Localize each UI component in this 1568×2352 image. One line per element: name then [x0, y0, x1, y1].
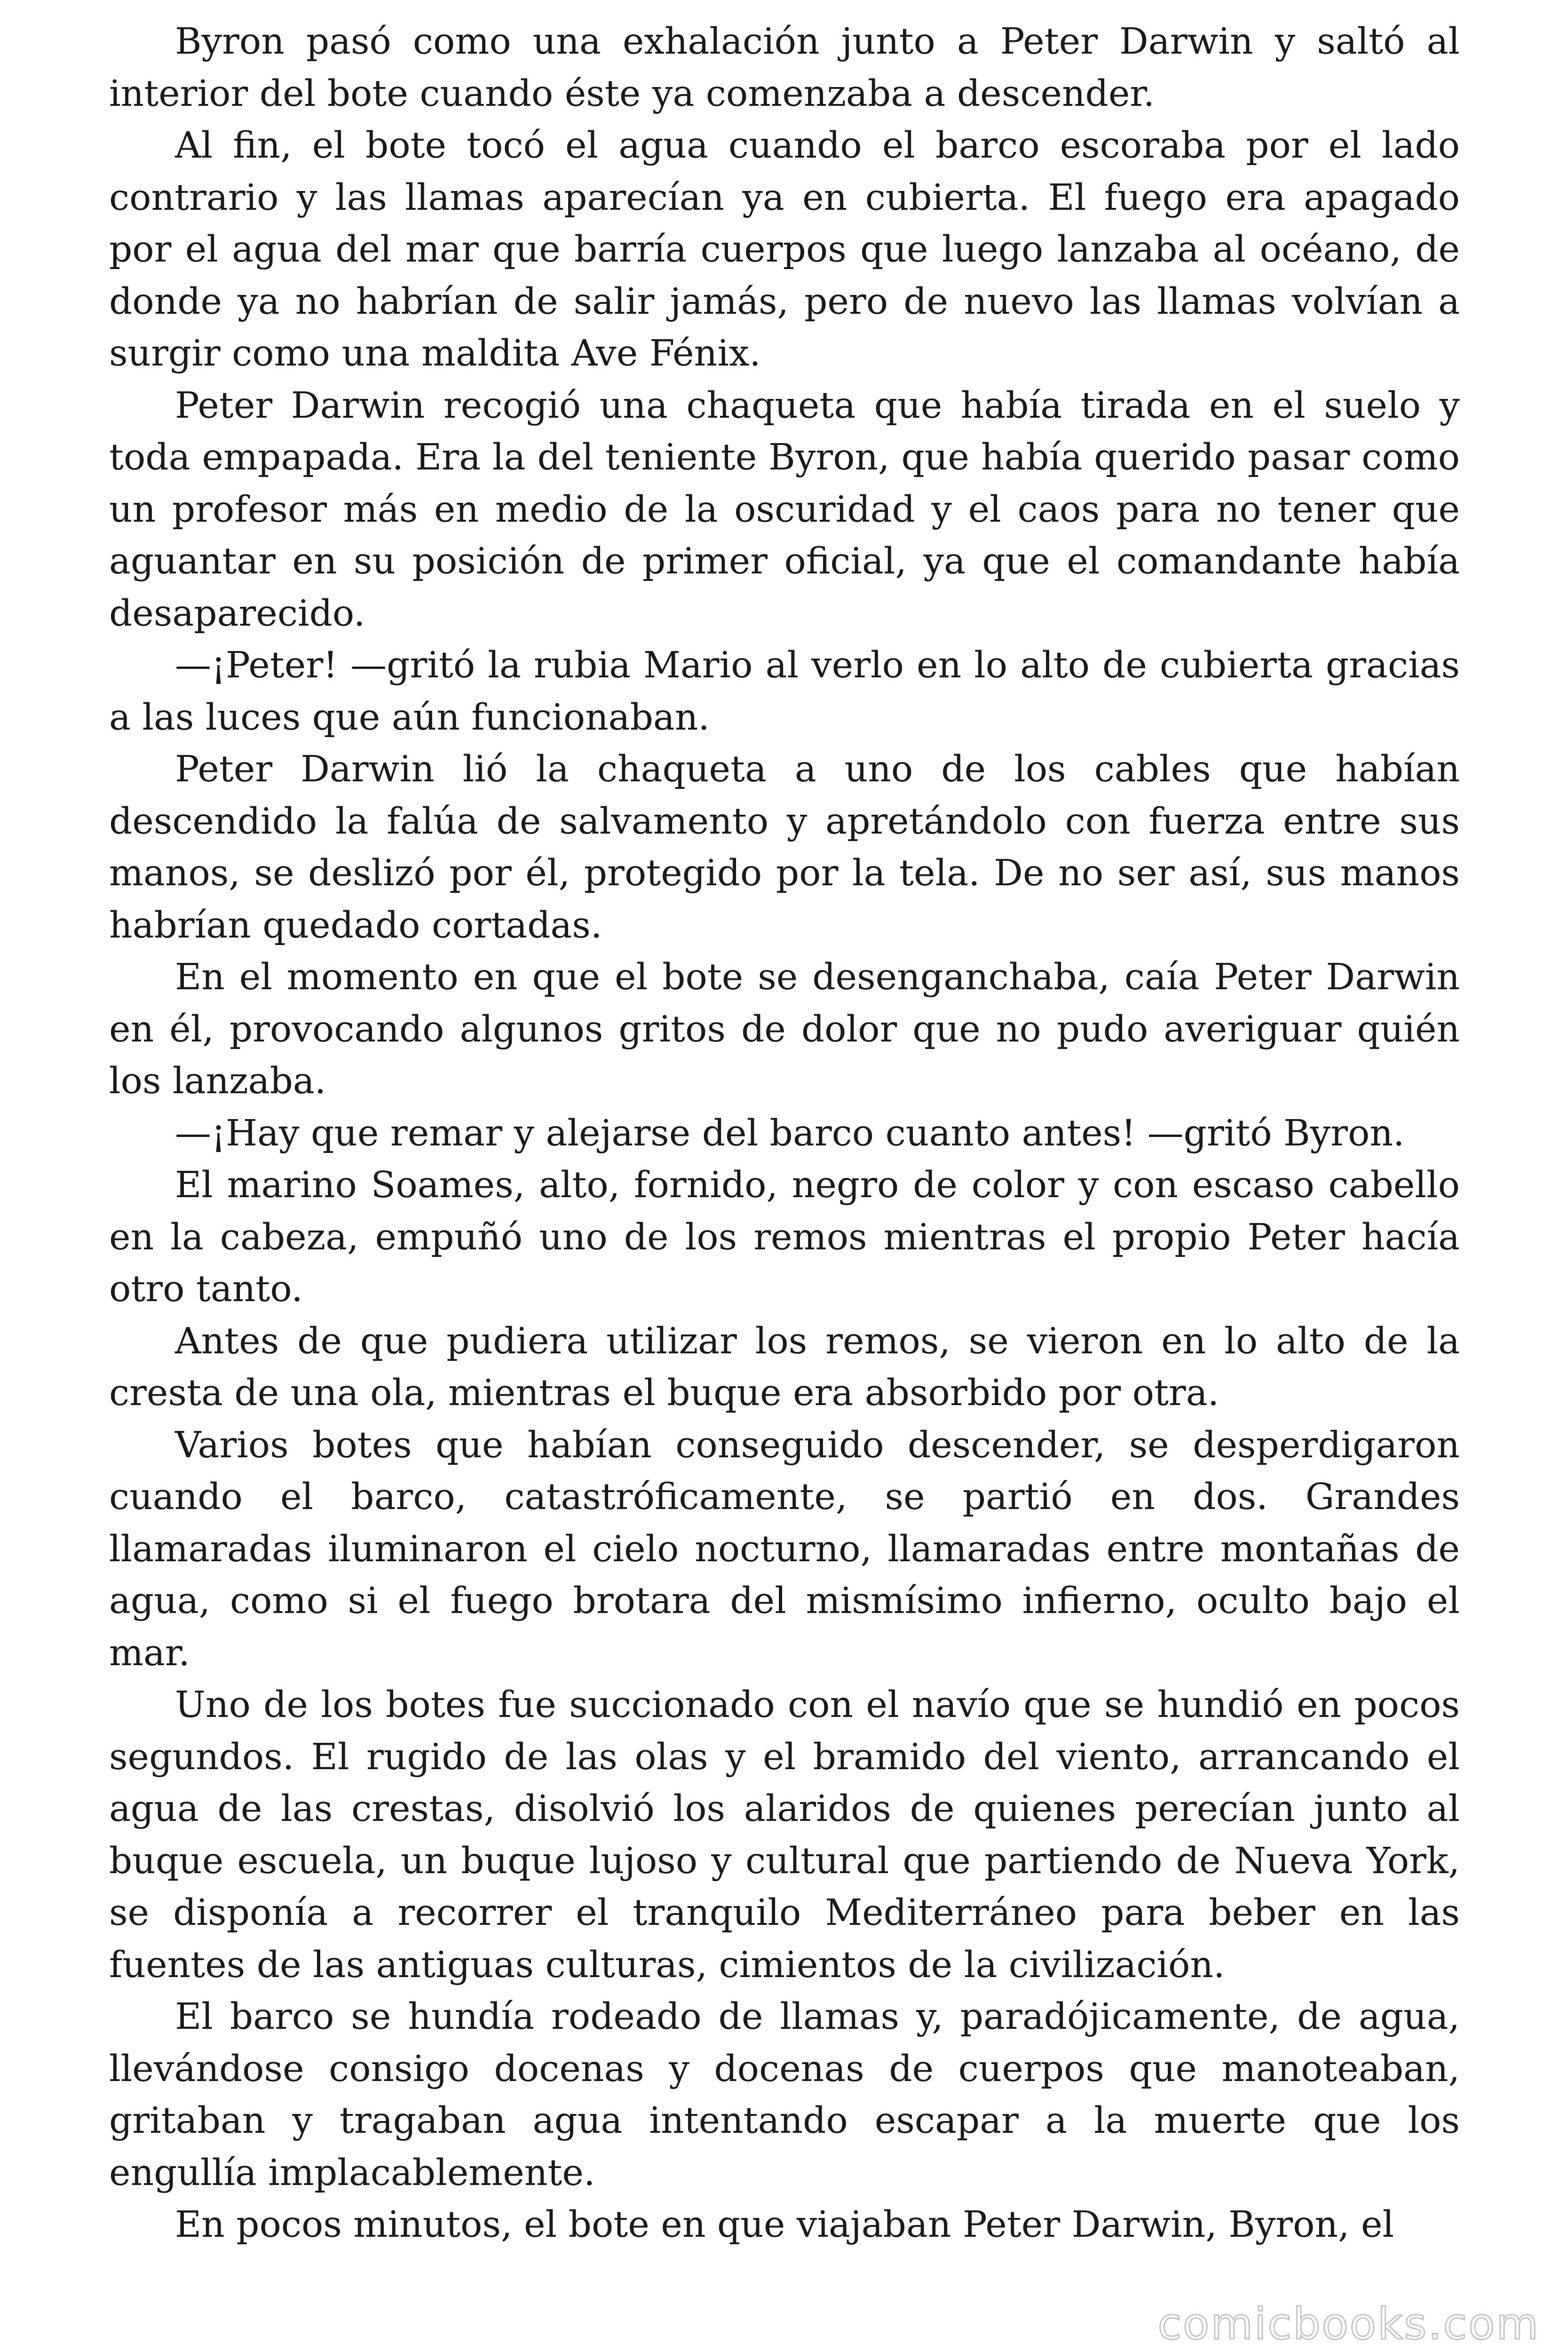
paragraph: Peter Darwin lió la chaqueta a uno de los cables que habían descendido la falúa de salvamento y apretándolo con fuerza entre sus manos, se deslizó por él, protegido por la tela. De no ser así, sus manos habrían quedado cortadas. [109, 748, 1460, 946]
watermark: comicbooks.com [1157, 2299, 1540, 2349]
paragraph: Antes de que pudiera utilizar los remos, se vieron en lo alto de la cresta de una ola, mientras el buque era absorbido por otra. [109, 1320, 1460, 1414]
paragraph: Byron pasó como una exhalación junto a Peter Darwin y saltó al interior del bote cuando éste ya comenzaba a descender. [109, 21, 1460, 115]
paragraph: Al fin, el bote tocó el agua cuando el barco escoraba por el lado contrario y las llamas aparecían ya en cubierta. El fuego era apagado por el agua del mar que barría cuerpos que luego lanzaba al océano, de donde ya no habrían de salir jamás, pero de nuevo las llamas volvían a surgir como una maldita Ave Fénix. [109, 125, 1460, 374]
paragraph-last-line: En pocos minutos, el bote en que viajaban Peter Darwin, Byron, el [175, 2204, 1394, 2246]
paragraph: El barco se hundía rodeado de llamas y, paradójicamente, de agua, llevándose consigo docenas y docenas de cuerpos que manoteaban, gritaban y tragaban agua intentando escapar a la muerte que los engullía implacablemente. [109, 1996, 1460, 2194]
paragraph: Uno de los botes fue succionado con el navío que se hundió en pocos segundos. El rugido de las olas y el bramido del viento, arrancando el agua de las crestas, disolvió los alaridos de quienes perecían junto al buque escuela, un buque lujoso y cultural que partiendo de Nueva York, se disponía a recorrer el tranquilo Mediterráneo para beber en las fuentes de las antiguas culturas, cimientos de la civilización. [109, 1684, 1460, 1986]
paragraph: Peter Darwin recogió una chaqueta que había tirada en el suelo y toda empapada. Era la del teniente Byron, que había querido pasar como un profesor más en medio de la oscuridad y el caos para no tener que aguantar en su posición de primer oficial, ya que el comandante había desaparecido. [109, 384, 1460, 635]
paragraph: —¡Peter! —gritó la rubia Mario al verlo en lo alto de cubierta gracias a las luces que aún funcionaban. [109, 644, 1460, 739]
paragraph: —¡Hay que remar y alejarse del barco cuanto antes! —gritó Byron. [175, 1112, 1405, 1154]
paragraph: Varios botes que habían conseguido descender, se desperdigaron cuando el barco, catastróficamente, se partió en dos. Grandes llamaradas iluminaron el cielo nocturno, llamaradas entre montañas de agua, como si el fuego brotara del mismísimo infierno, oculto bajo el mar. [109, 1424, 1460, 1674]
paragraph: En el momento en que el bote se desenganchaba, caía Peter Darwin en él, provocando algunos gritos de dolor que no pudo averiguar quién los lanzaba. [109, 956, 1460, 1102]
book-page-text [109, 16, 1460, 2251]
paragraph: El marino Soames, alto, fornido, negro de color y con escaso cabello en la cabeza, empuñó uno de los remos mientras el propio Peter hacía otro tanto. [109, 1164, 1460, 1310]
